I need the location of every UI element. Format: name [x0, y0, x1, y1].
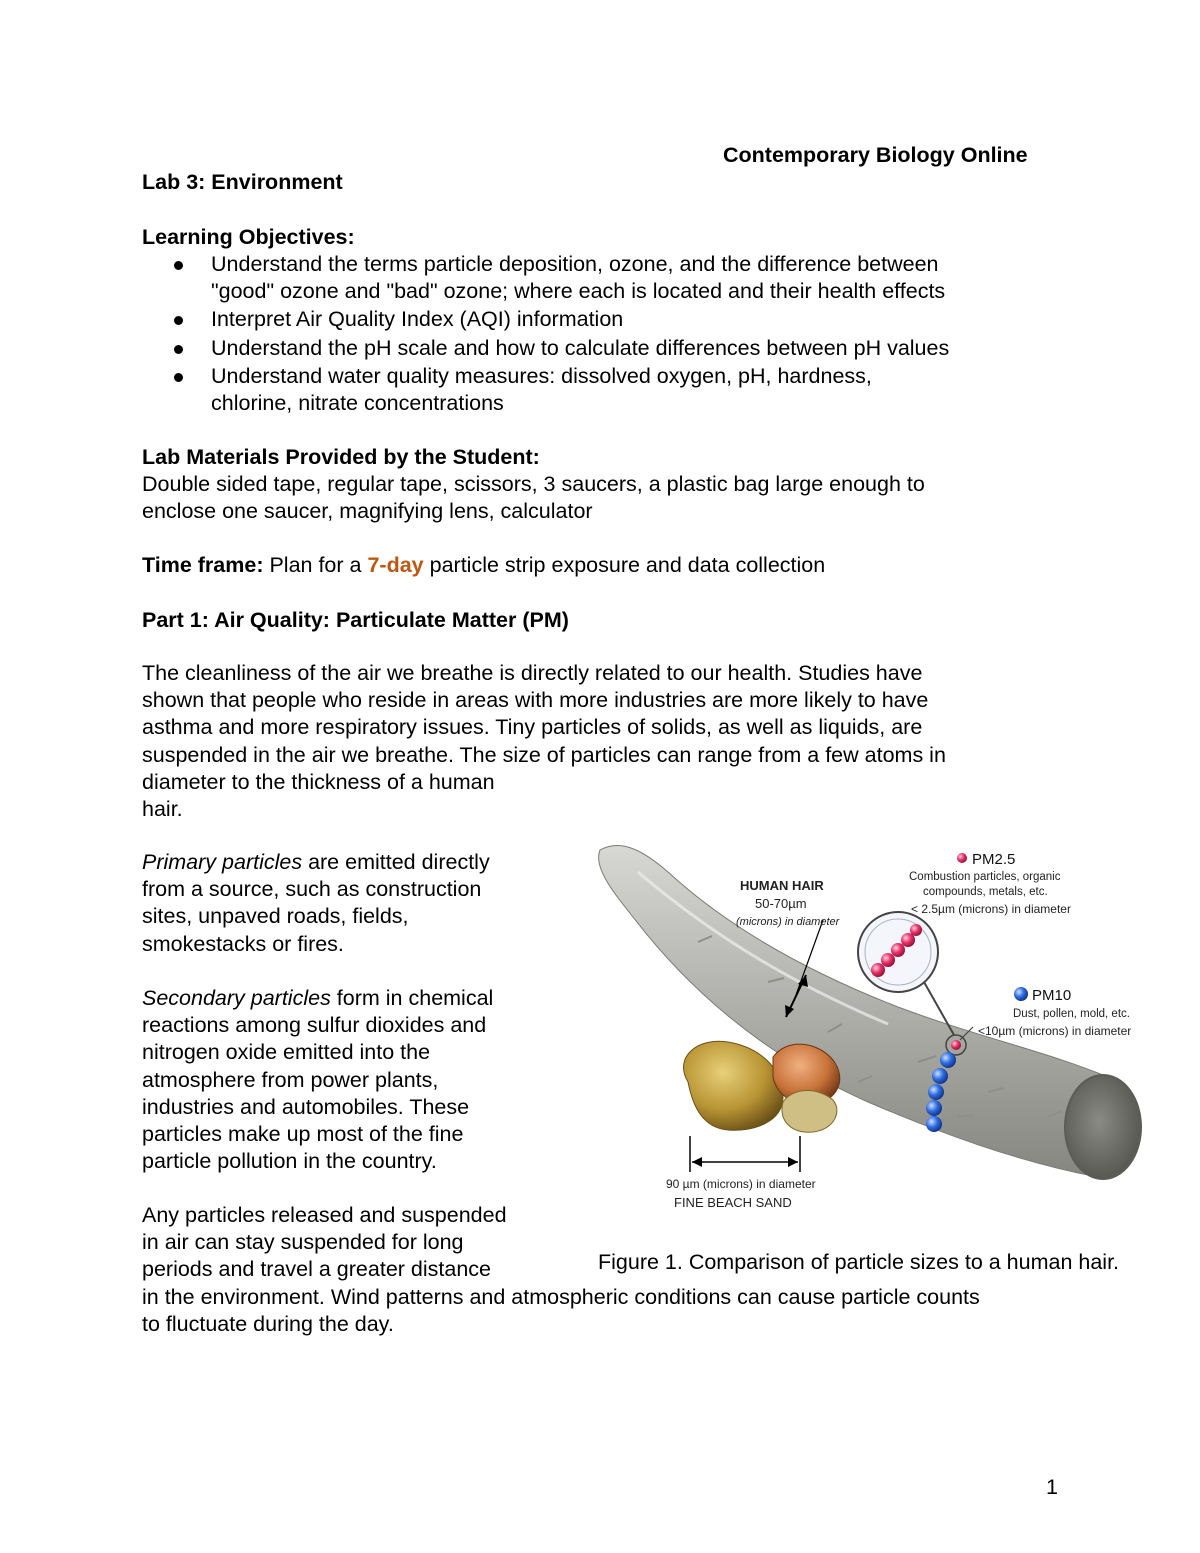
pm25-particle [910, 924, 922, 936]
list-item: Understand the pH scale and how to calculate differences between pH values [142, 335, 1142, 362]
pm25-particle [871, 963, 885, 977]
pm25-size: < 2.5µm (microns) in diameter [911, 902, 1071, 916]
hair-label: HUMAN HAIR [740, 878, 824, 893]
pm10-particle [932, 1068, 948, 1084]
bullet-icon [174, 316, 183, 325]
timeframe-highlight: 7-day [367, 553, 424, 577]
pm25-legend-dot [957, 853, 967, 863]
objectives-heading: Learning Objectives: [142, 225, 355, 249]
part1-intro: The cleanliness of the air we breathe is directly related to our health. Studies have shown that people who reside in areas with more industries are more likely to have asthma and more respiratory issues. Tiny particles of solids, as well as liquids, are suspended in the air we breathe. The size of particles can range from a few atoms in diameter to the thickness of a human hair. [142, 661, 946, 822]
pm10-particle [926, 1116, 942, 1132]
particle-size-figure [578, 832, 1178, 1217]
sand-label: FINE BEACH SAND [674, 1195, 792, 1210]
materials-heading: Lab Materials Provided by the Student: [142, 445, 540, 469]
course-title: Contemporary Biology Online [723, 143, 1028, 167]
pm10-label: PM10 [1032, 987, 1072, 1004]
pm10-particle [940, 1052, 956, 1068]
pm25-particle [881, 953, 895, 967]
sand-grain [782, 1090, 837, 1132]
sand-size: 90 µm (microns) in diameter [666, 1177, 816, 1191]
part1-heading: Part 1: Air Quality: Particulate Matter (PM) [142, 608, 569, 632]
list-item: Understand the terms particle deposition, ozone, and the difference between "good" ozone and "bad" ozone; where each is located and their health effects [142, 251, 1142, 305]
materials-line: enclose one saucer, magnifying lens, calculator [142, 499, 593, 523]
objectives-list [142, 251, 1142, 418]
bullet-icon [174, 261, 183, 270]
list-item: Interpret Air Quality Index (AQI) information [142, 306, 1142, 333]
hair-size: 50-70µm [755, 896, 807, 911]
pm10-legend-dot [1014, 987, 1028, 1001]
pm25-particle [891, 943, 905, 957]
hair-cross-section [1065, 1075, 1141, 1179]
pm10-particle [928, 1084, 944, 1100]
page-number: 1 [1046, 1474, 1058, 1499]
pm25-label: PM2.5 [972, 851, 1016, 868]
pm10-particle [926, 1100, 942, 1116]
timeframe: Time frame: Plan for a 7-day particle strip exposure and data collection [142, 553, 826, 577]
primary-particles-paragraph: Primary particles are emitted directly from a source, such as construction sites, unpaved roads, fields, smokestacks or fires. [142, 850, 490, 956]
materials-line: Double sided tape, regular tape, scissors, 3 saucers, a plastic bag large enough to [142, 472, 925, 496]
figure-caption: Figure 1. Comparison of particle sizes to a human hair. [598, 1249, 1120, 1274]
bullet-icon [174, 373, 183, 382]
suspended-particles-paragraph: Any particles released and suspended in air can stay suspended for long periods and travel a greater distance in the environment. Wind patterns and atmospheric conditions can cause particle counts to fluctuate during the day. [142, 1203, 980, 1336]
pm25-desc: Combustion particles, organic [909, 871, 1061, 883]
pm10-desc: Dust, pollen, mold, etc. [1013, 1008, 1130, 1020]
lab-title: Lab 3: Environment [142, 170, 343, 194]
list-item: Understand water quality measures: dissolved oxygen, pH, hardness, chlorine, nitrate concentrations [142, 363, 1142, 417]
secondary-particles-paragraph: Secondary particles form in chemical reactions among sulfur dioxides and nitrogen oxide emitted into the atmosphere from power plants, industries and automobiles. These particles make up most of the fine particle pollution in the country. [142, 986, 494, 1174]
bullet-icon [174, 345, 183, 354]
sand-grain [684, 1041, 783, 1130]
pm25-desc: compounds, metals, etc. [923, 886, 1048, 898]
hair-units: (microns) in diameter [736, 916, 840, 928]
pm10-size: <10µm (microns) in diameter [978, 1024, 1132, 1038]
